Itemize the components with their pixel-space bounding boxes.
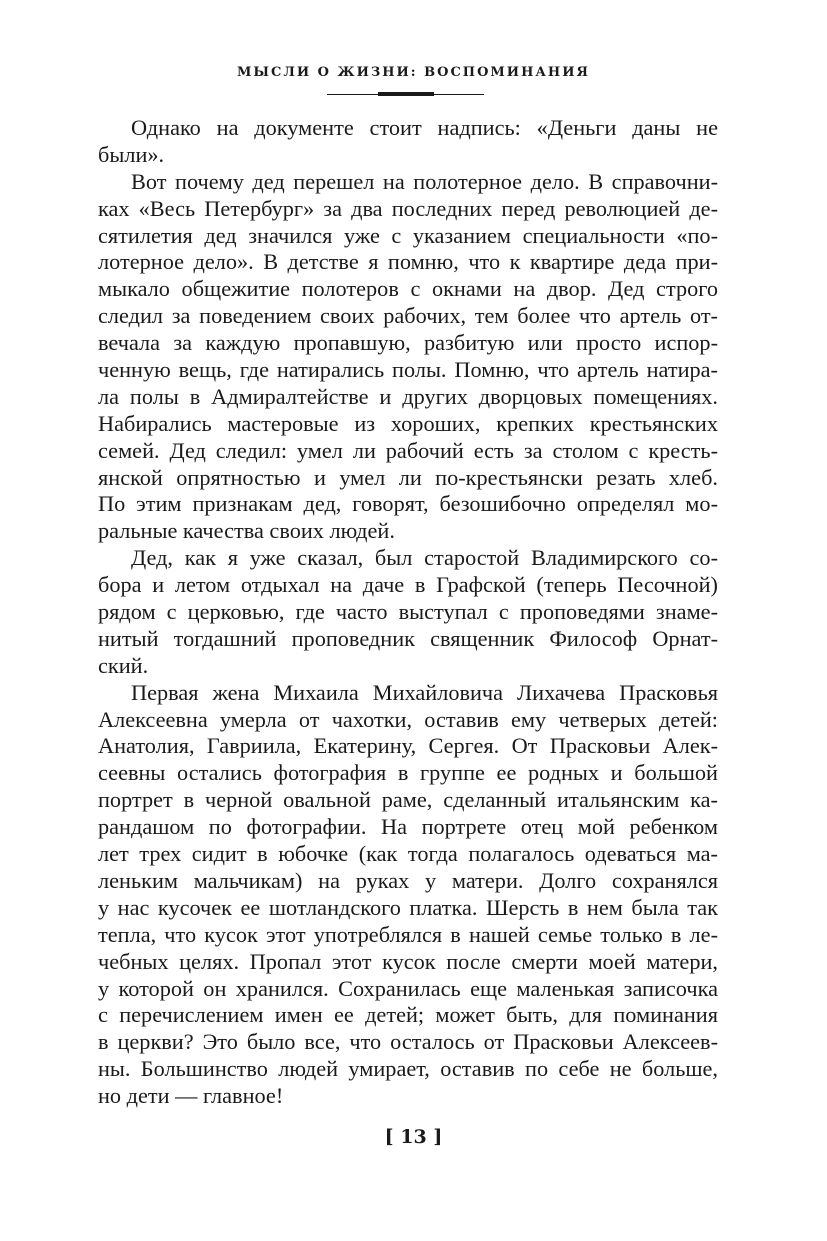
text-line: ны. Большинство людей умирает, оставив по себе не больше, xyxy=(98,1056,718,1082)
text-line: семей. Дед следил: умел ли рабочий есть за столом с кресть- xyxy=(98,437,718,463)
text-line: но дети — главное! xyxy=(98,1083,284,1109)
text-line: ченную вещь, где натирались полы. Помню, что артель натира- xyxy=(98,357,718,383)
page-number: [ 13 ] xyxy=(384,1126,443,1148)
text-line: нитый тогдашний проповедник священник Философ Орнат- xyxy=(98,625,718,651)
text-line: Дед, как я уже сказал, был старостой Владимирского со- xyxy=(131,545,718,571)
text-line: бора и летом отдыхал на даче в Графской (теперь Песочной) xyxy=(98,572,718,598)
text-line: мыкало общежитие полотеров с окнами на двор. Дед строго xyxy=(98,276,718,302)
text-line: вечала за каждую пропавшую, разбитую или просто испор- xyxy=(98,330,718,356)
text-line: Набирались мастеровые из хороших, крепких крестьянских xyxy=(98,410,718,436)
text-line: сятилетия дед значился уже с указанием специальности «по- xyxy=(98,222,718,248)
text-line: чебных целях. Пропал этот кусок после смерти моей матери, xyxy=(98,948,718,974)
text-line: Алексеевна умерла от чахотки, оставив ему четверых детей: xyxy=(98,706,718,732)
text-line: Анатолия, Гавриила, Екатерину, Сергея. От Прасковьи Алек- xyxy=(98,733,718,759)
text-line: следил за поведением своих рабочих, тем более что артель от- xyxy=(98,303,718,329)
text-line: лет трех сидит в юбочке (как тогда полагалось одеваться ма- xyxy=(98,841,718,867)
text-line: рядом с церковью, где часто выступал с проповедями знаме- xyxy=(98,599,718,625)
text-line: Однако на документе стоит надпись: «Деньги даны не xyxy=(131,115,718,140)
text-line: в церкви? Это было все, что осталось от Прасковьи Алексеев- xyxy=(98,1029,718,1055)
text-line: были». xyxy=(98,141,165,167)
header-rule-ornament xyxy=(378,92,434,96)
text-line: тепла, что кусок этот употреблялся в нашей семье только в ле- xyxy=(98,921,718,947)
text-line: ла полы в Адмиралтействе и других дворцовых помещениях. xyxy=(98,383,718,409)
text-line: леньким мальчикам) на руках у матери. Долго сохранялся xyxy=(98,867,718,893)
text-line: Вот почему дед перешел на полотерное дело. В справочни- xyxy=(131,168,718,194)
running-head: МЫСЛИ О ЖИЗНИ: ВОСПОМИНАНИЯ xyxy=(237,65,590,80)
body-text xyxy=(98,115,718,1110)
text-line: сеевны остались фотография в группе ее родных и большой xyxy=(98,760,718,786)
text-line: По этим признакам дед, говорят, безошибочно определял мо- xyxy=(98,491,718,517)
text-line: янской опрятностью и умел ли по-крестьянски резать хлеб. xyxy=(98,464,718,490)
text-line: портрет в черной овальной раме, сделанный итальянским ка- xyxy=(98,787,718,813)
text-line: у нас кусочек ее шотландского платка. Шерсть в нем была так xyxy=(98,894,718,920)
text-line: ский. xyxy=(98,652,149,678)
text-line: Первая жена Михаила Михайловича Лихачева Прасковья xyxy=(131,679,718,705)
text-line: ках «Весь Петербург» за два последних перед революцией де- xyxy=(98,195,718,221)
text-line: у которой он хранился. Сохранилась еще маленькая записочка xyxy=(98,975,718,1001)
text-line: рандашом по фотографии. На портрете отец мой ребенком xyxy=(98,814,718,840)
text-line: ральные качества своих людей. xyxy=(98,518,395,544)
text-line: лотерное дело». В детстве я помню, что к квартире деда при- xyxy=(98,249,718,275)
text-line: с перечислением имен ее детей; может быть, для поминания xyxy=(98,1002,718,1028)
